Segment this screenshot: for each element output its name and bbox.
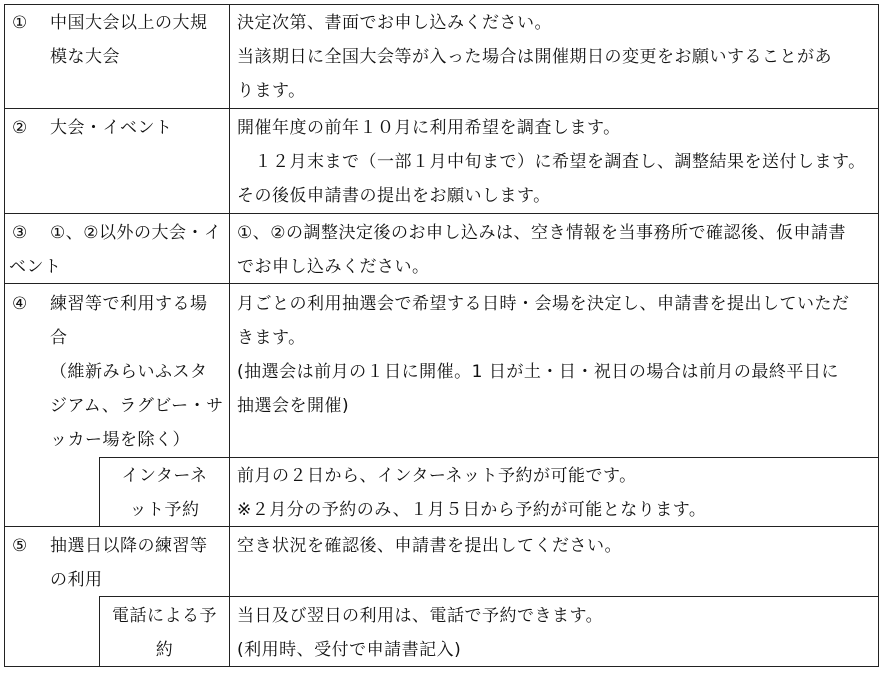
sub-label-line: 約 — [155, 640, 174, 660]
table-border-left — [4, 4, 5, 667]
row-label-line: 合 — [50, 328, 68, 348]
sub-row-divider — [99, 457, 879, 458]
row-number: ① — [12, 13, 28, 33]
row-label-line: ①、②以外の大会・イ — [50, 223, 222, 243]
row-label-line: 中国大会以上の大規 — [50, 13, 208, 33]
sub-content-line: (利用時、受付で申請書記入) — [237, 640, 462, 660]
row-content-line: 抽選会を開催) — [237, 396, 350, 416]
row-divider — [4, 213, 879, 214]
row-divider — [4, 283, 879, 284]
row-label-line: 大会・イベント — [50, 118, 173, 138]
sub-row-divider — [99, 596, 879, 597]
table-border-top — [4, 4, 879, 5]
row-content-line: (抽選会は前月の１日に開催。1 日が土・日・祝日の場合は前月の最終平日に — [237, 362, 839, 382]
row-content-line: 開催年度の前年１０月に利用希望を調査します。 — [237, 118, 621, 138]
reservation-table — [4, 4, 879, 667]
table-border-right — [878, 4, 879, 667]
row-content-line: ります。 — [237, 81, 306, 101]
row-content-line: 当該期日に全国大会等が入った場合は開催期日の変更をお願いすることがあ — [237, 47, 832, 67]
sub-label-line: ット予約 — [129, 500, 200, 520]
row-content-line: １２月末まで（一部１月中旬まで）に希望を調査し、調整結果を送付します。 — [237, 152, 866, 172]
row-label-line: 模な大会 — [50, 47, 120, 67]
row-content-line: その後仮申請書の提出をお願いします。 — [237, 186, 551, 206]
row-label-line: ベント — [9, 257, 62, 277]
row-label-line: 抽選日以降の練習等 — [50, 536, 208, 556]
row-number: ⑤ — [12, 536, 28, 556]
column-divider — [229, 4, 230, 667]
sub-label-line: 電話による予 — [112, 606, 217, 626]
row-content-line: 空き状況を確認後、申請書を提出してください。 — [237, 536, 622, 556]
row-label-line: の利用 — [50, 570, 103, 590]
row-content-line: 決定次第、書面でお申し込みください。 — [237, 13, 552, 33]
row-content-line: 月ごとの利用抽選会で希望する日時・会場を決定し、申請書を提出していただ — [237, 294, 850, 314]
row-number: ④ — [12, 294, 28, 314]
sub-content-line: 当日及び翌日の利用は、電話で予約できます。 — [237, 606, 604, 626]
sub-content-line: 前月の２日から、インターネット予約が可能です。 — [237, 466, 637, 486]
row-content-line: でお申し込みください。 — [237, 257, 430, 277]
row-label-line: （維新みらいふスタ — [50, 362, 208, 382]
row-content-line: きます。 — [237, 328, 306, 348]
row-divider — [4, 108, 879, 109]
sub-label-line: インターネ — [121, 466, 208, 486]
row-content-line: ①、②の調整決定後のお申し込みは、空き情報を当事務所で確認後、仮申請書 — [237, 223, 846, 243]
row-label-line: 練習等で利用する場 — [50, 294, 208, 314]
row-label-line: ッカー場を除く） — [50, 430, 190, 450]
row-label-line: ジアム、ラグビー・サ — [50, 396, 224, 416]
sub-content-line: ※２月分の予約のみ、１月５日から予約が可能となります。 — [237, 500, 707, 520]
row-number: ② — [12, 118, 28, 138]
row-number: ③ — [12, 223, 28, 243]
